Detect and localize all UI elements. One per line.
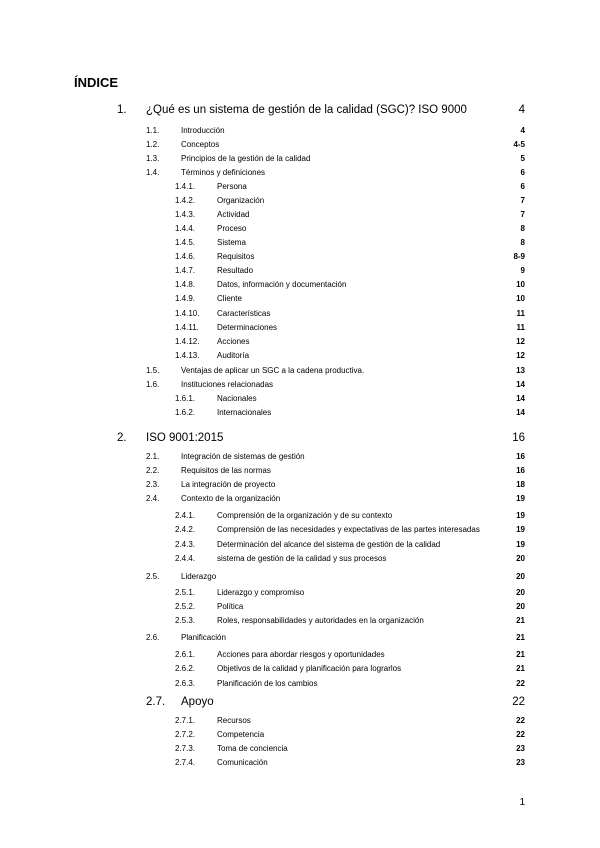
toc-entry[interactable] [0,321,600,335]
toc-entry-title: La integración de proyecto [181,480,276,489]
toc-entry-page: 20 [516,602,525,611]
toc-entry-title: Requisitos de las normas [181,466,271,475]
toc-entry[interactable] [0,364,600,378]
toc-entry[interactable] [0,152,600,166]
page-number: 1 [519,797,525,808]
toc-entry-title: Competencia [217,730,265,739]
toc-entry-page: 12 [516,337,525,346]
toc-entry-title: Acciones para abordar riesgos y oportunidades [217,650,385,659]
toc-entry-title: Determinación del alcance del sistema de gestión de la calidad [217,540,441,549]
toc-entry[interactable] [0,677,600,691]
toc-entry[interactable] [0,523,600,537]
toc-entry-number: 2.6.3. [175,679,196,688]
toc-entry-number: 1.4.7. [175,266,196,275]
toc-entry-number: 1.6.2. [175,408,196,417]
toc-entry-page: 20 [516,572,525,581]
toc-entry[interactable] [0,103,600,117]
toc-entry-page: 22 [516,716,525,725]
toc-entry[interactable] [0,614,600,628]
toc-entry-page: 19 [516,540,525,549]
toc-entry[interactable] [0,378,600,392]
toc-entry-title: Persona [217,182,247,191]
toc-entry-number: 2.3. [146,480,160,489]
toc-entry-title: Comunicación [217,758,268,767]
toc-entry-number: 1.5. [146,366,160,375]
toc-entry-title: Nacionales [217,394,257,403]
toc-entry-title: Auditoría [217,351,250,360]
toc-entry[interactable] [0,662,600,676]
toc-entry-page: 7 [520,196,525,205]
toc-entry-number: 1.4.3. [175,210,196,219]
toc-entry-number: 2.6. [146,633,160,642]
toc-entry[interactable] [0,464,600,478]
toc-entry-page: 14 [516,380,525,389]
toc-entry-number: 1.4.4. [175,224,196,233]
toc-entry[interactable] [0,278,600,292]
toc-entry-page: 8-9 [513,252,525,261]
toc-entry-title: Actividad [217,210,250,219]
toc-entry-title: Instituciones relacionadas [181,380,274,389]
toc-entry-number: 2.5.3. [175,616,196,625]
toc-entry-number: 2.1. [146,452,160,461]
toc-entry-title: Roles, responsabilidades y autoridades en la organización [217,616,424,625]
toc-entry-page: 10 [516,294,525,303]
toc-entry-number: 2. [117,432,127,444]
toc-entry-title: Datos, información y documentación [217,280,347,289]
toc-entry-page: 12 [516,351,525,360]
toc-entry-page: 19 [516,511,525,520]
toc-entry-page: 19 [516,525,525,534]
toc-entry-title: Liderazgo [181,572,217,581]
toc-entry-page: 21 [516,650,525,659]
toc-entry-number: 2.7.1. [175,716,196,725]
toc-entry-title: Determinaciones [217,323,278,332]
toc-entry-page: 22 [516,730,525,739]
toc-entry[interactable] [0,509,600,523]
toc-entry-number: 1.4.2. [175,196,196,205]
toc-entry-page: 22 [516,679,525,688]
toc-entry-page: 20 [516,554,525,563]
toc-entry[interactable] [0,292,600,306]
toc-entry-page: 16 [516,466,525,475]
toc-entry[interactable] [0,600,600,614]
toc-entry-page: 4 [520,126,525,135]
toc-entry-number: 2.7.2. [175,730,196,739]
toc-entry-title: Internacionales [217,408,272,417]
toc-entry[interactable] [0,492,600,506]
toc-entry-title: Términos y definiciones [181,168,266,177]
toc-entry-title: Resultado [217,266,254,275]
toc-entry-number: 2.4. [146,494,160,503]
toc-entry[interactable] [0,124,600,138]
toc-entry-number: 2.7. [146,696,166,708]
toc-entry-page: 14 [516,408,525,417]
toc-entry-page: 11 [516,309,525,318]
toc-entry-page: 13 [516,366,525,375]
toc-entry-title: Acciones [217,337,250,346]
toc-entry[interactable] [0,714,600,728]
toc-entry-number: 1.4.13. [175,351,200,360]
toc-entry[interactable] [0,742,600,756]
toc-entry-number: 2.4.2. [175,525,196,534]
toc-entry-page: 8 [520,238,525,247]
toc-entry-title: Ventajas de aplicar un SGC a la cadena productiva. [181,366,365,375]
toc-entry-number: 1.4.9. [175,294,196,303]
toc-entry-page: 4 [518,104,525,116]
toc-entry-title: Principios de la gestión de la calidad [181,154,311,163]
toc-entry-title: Contexto de la organización [181,494,281,503]
toc-entry-number: 1.4.11. [175,323,199,332]
toc-entry-number: 2.4.3. [175,540,196,549]
toc-entry-number: 2.6.2. [175,664,196,673]
toc-entry-title: Requisitos [217,252,255,261]
toc-entry[interactable] [0,406,600,420]
toc-entry[interactable] [0,570,600,584]
toc-entry-page: 16 [512,432,525,444]
toc-entry-number: 1.4.8. [175,280,196,289]
toc-entry-page: 4-5 [513,140,525,149]
toc-entry-page: 22 [512,696,525,708]
toc-entry-title: Planificación [181,633,226,642]
toc-entry-page: 16 [516,452,525,461]
toc-entry-title: Política [217,602,244,611]
toc-entry[interactable] [0,166,600,180]
toc-entry[interactable] [0,307,600,321]
toc-entry-title: Liderazgo y compromiso [217,588,305,597]
toc-entry-page: 23 [516,744,525,753]
toc-entry[interactable] [0,236,600,250]
toc-entry[interactable] [0,552,600,566]
toc-entry-number: 2.2. [146,466,160,475]
toc-entry-page: 11 [516,323,525,332]
toc-entry-page: 10 [516,280,525,289]
toc-entry-title: Apoyo [181,696,214,708]
toc-entry-number: 1.4.6. [175,252,196,261]
toc-entry[interactable] [0,431,600,445]
toc-entry-page: 6 [520,168,525,177]
toc-entry[interactable] [0,250,600,264]
toc-entry-title: Comprensión de la organización y de su contexto [217,511,393,520]
toc-entry-title: Recursos [217,716,251,725]
toc-entry-page: 18 [516,480,525,489]
toc-entry-page: 14 [516,394,525,403]
toc-entry-title: Toma de conciencia [217,744,288,753]
toc-entry[interactable] [0,631,600,645]
toc-entry[interactable] [0,335,600,349]
toc-entry-number: 2.5. [146,572,160,581]
toc-entry-number: 1.3. [146,154,160,163]
toc-entry[interactable] [0,208,600,222]
toc-entry-number: 1.6. [146,380,160,389]
toc-entry-number: 1. [117,104,127,116]
toc-entry[interactable] [0,586,600,600]
toc-entry-title: Organización [217,196,265,205]
toc-entry-title: Características [217,309,271,318]
toc-entry-number: 2.6.1. [175,650,196,659]
toc-entry-page: 8 [520,224,525,233]
toc-entry-page: 6 [520,182,525,191]
toc-entry[interactable] [0,756,600,770]
toc-entry[interactable] [0,264,600,278]
toc-entry-page: 21 [516,664,525,673]
toc-entry[interactable] [0,478,600,492]
toc-entry-title: Integración de sistemas de gestión [181,452,305,461]
toc-entry-page: 20 [516,588,525,597]
toc-entry-title: Comprensión de las necesidades y expectativas de las partes interesadas [217,525,480,534]
toc-entry-number: 2.7.3. [175,744,196,753]
toc-entry[interactable] [0,728,600,742]
toc-entry[interactable] [0,392,600,406]
toc-entry[interactable] [0,349,600,363]
toc-entry-number: 2.4.1. [175,511,196,520]
toc-entry-page: 23 [516,758,525,767]
toc-entry-number: 1.2. [146,140,160,149]
toc-entry-number: 1.6.1. [175,394,196,403]
toc-entry-page: 21 [516,616,525,625]
toc-entry-page: 19 [516,494,525,503]
toc-entry-title: Cliente [217,294,242,303]
toc-entry-number: 1.4. [146,168,160,177]
toc-entry-page: 9 [520,266,525,275]
toc-entry[interactable] [0,695,600,709]
toc-entry-title: Planificación de los cambios [217,679,318,688]
toc-entry-title: ¿Qué es un sistema de gestión de la calidad (SGC)? ISO 9000 [146,104,467,116]
toc-entry-title: Introducción [181,126,225,135]
toc-entry[interactable] [0,194,600,208]
toc-entry-title: Sistema [217,238,246,247]
toc-entry-page: 7 [520,210,525,219]
page-title: ÍNDICE [74,75,119,90]
toc-entry-number: 1.4.5. [175,238,196,247]
toc-entry-page: 21 [516,633,525,642]
toc-entry[interactable] [0,222,600,236]
toc-entry-title: Proceso [217,224,247,233]
toc-entry-number: 2.5.2. [175,602,196,611]
toc-entry[interactable] [0,138,600,152]
toc-entry-title: Conceptos [181,140,220,149]
toc-entry-title: ISO 9001:2015 [146,432,224,444]
toc-entry-title: Objetivos de la calidad y planificación para lograrlos [217,664,402,673]
toc-entry[interactable] [0,538,600,552]
toc-entry-page: 5 [520,154,525,163]
toc-entry-number: 2.7.4. [175,758,196,767]
toc-entry-number: 1.4.10. [175,309,200,318]
toc-entry-number: 1.4.1. [175,182,196,191]
toc-entry[interactable] [0,180,600,194]
toc-entry[interactable] [0,648,600,662]
toc-entry-number: 2.5.1. [175,588,196,597]
toc-entry-number: 1.4.12. [175,337,200,346]
toc-entry-number: 1.1. [146,126,160,135]
toc-entry-title: sistema de gestión de la calidad y sus procesos [217,554,387,563]
toc-entry-number: 2.4.4. [175,554,196,563]
toc-entry[interactable] [0,450,600,464]
